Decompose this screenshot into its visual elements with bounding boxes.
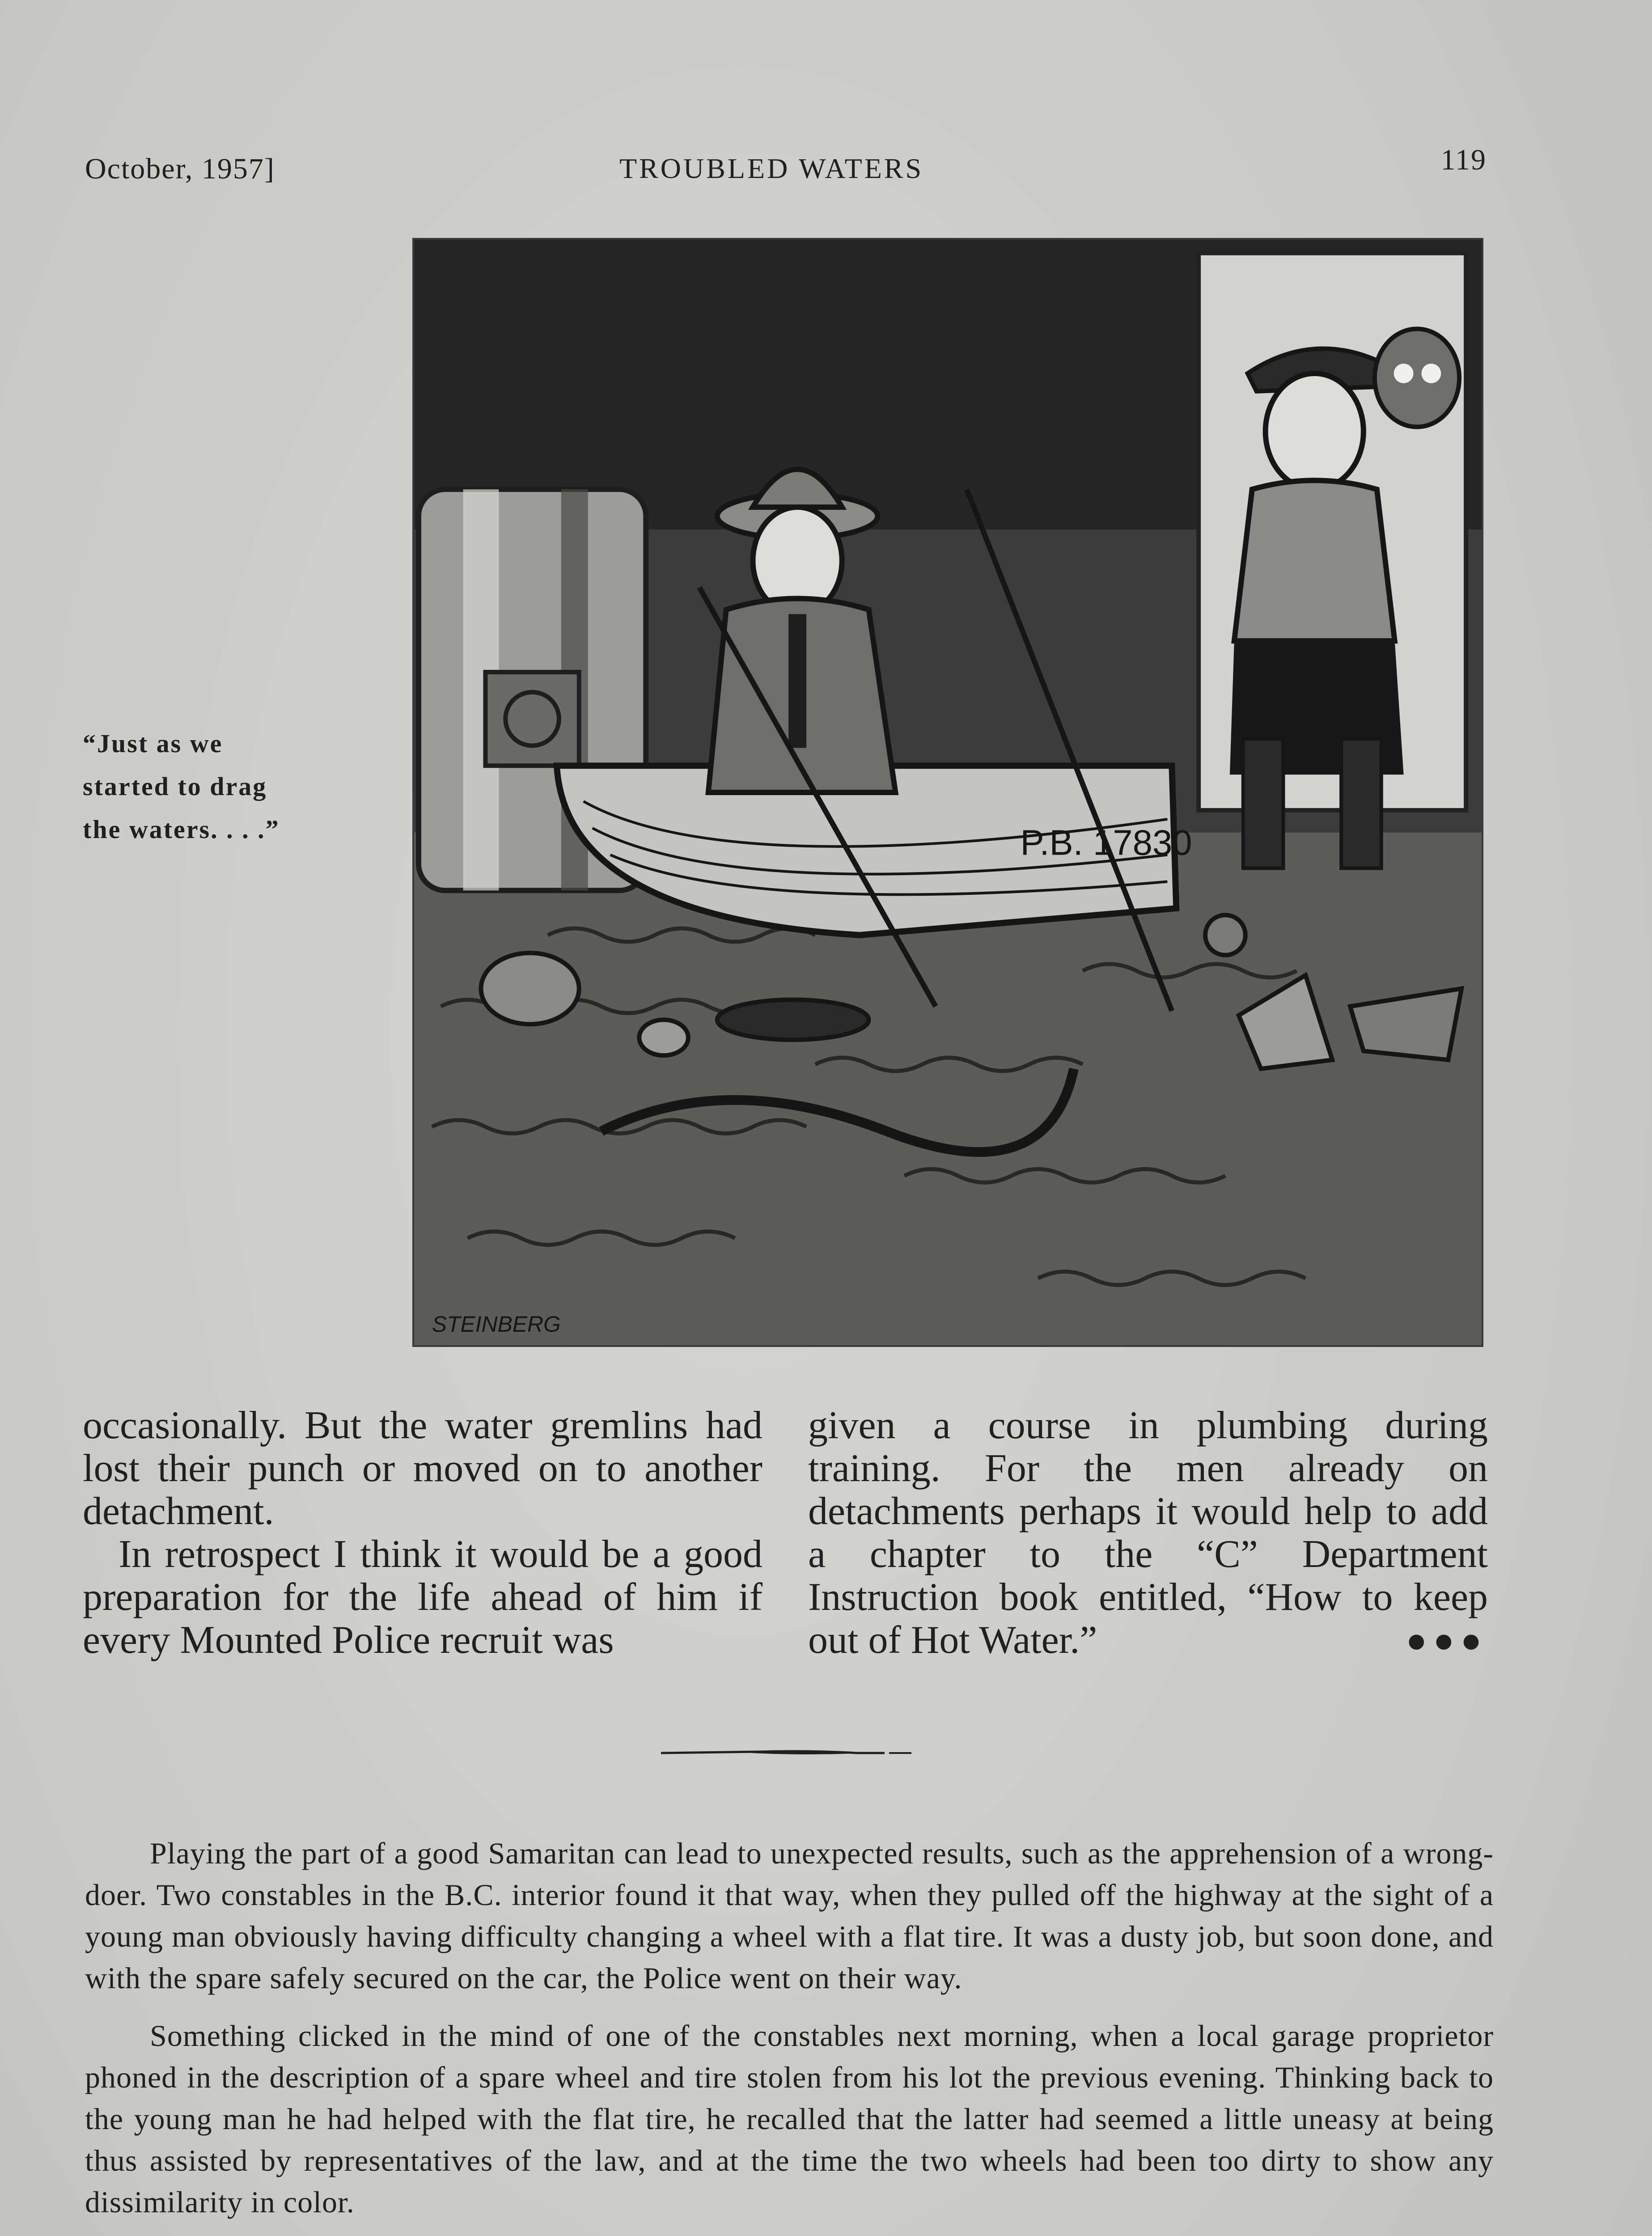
page-number: 119 bbox=[1440, 144, 1487, 176]
end-of-article-marks: ●●● bbox=[1406, 1621, 1488, 1660]
right-column bbox=[808, 1404, 1488, 1662]
mountie-in-boat-drawing bbox=[708, 469, 896, 792]
svg-text:STEINBERG: STEINBERG bbox=[432, 1312, 561, 1337]
paragraph: In retrospect I think it would be a good preparation for the life ahead of him if every Mounted Police recruit was bbox=[83, 1533, 762, 1662]
illustration-caption bbox=[83, 722, 351, 851]
caption-line: the waters. . . .” bbox=[83, 815, 280, 844]
anecdote-section bbox=[85, 1833, 1494, 2236]
paragraph: given a course in plumbing during training. For the men already on detachments perhaps it would help to add a chapter to the “C” Department Instruction book entitled, “How to keep out of Hot Water.” bbox=[808, 1404, 1488, 1662]
section-divider bbox=[661, 1749, 911, 1757]
left-column bbox=[83, 1404, 762, 1662]
caption-line: started to drag bbox=[83, 772, 267, 801]
caption-line: “Just as we bbox=[83, 729, 223, 758]
paragraph: Something clicked in the mind of one of the constables next morning, when a local garage proprietor phoned in the description of a spare wheel and tire stolen from his lot the previous evening. Thinking back to the young man he had helped with the flat tire, he recalled that the latter had seemed a little uneasy at being thus assisted by representatives of the law, and at the time the two wheels had been too dirty to show any dissimilarity in color. bbox=[85, 2019, 1494, 2219]
cartoon-illustration bbox=[412, 238, 1483, 1347]
paragraph: Playing the part of a good Samaritan can lead to unexpected results, such as the apprehension of a wrong-doer. Two constables in the B.C. interior found it that way, when they pulled off the highway at the sight of a young man obviously having difficulty changing a wheel with a flat tire. It was a dusty job, but soon done, and with the spare safely secured on the car, the Police went on their way. bbox=[85, 1836, 1494, 1995]
paragraph: occasionally. But the water gremlins had lost their punch or moved on to another detachment. bbox=[83, 1404, 762, 1533]
issue-date: October, 1957] bbox=[85, 152, 275, 185]
svg-text:P.B. 17830: P.B. 17830 bbox=[1020, 822, 1192, 863]
running-title: TROUBLED WATERS bbox=[619, 152, 924, 184]
gremlin-drawing bbox=[1375, 329, 1459, 427]
running-header bbox=[85, 143, 1487, 192]
